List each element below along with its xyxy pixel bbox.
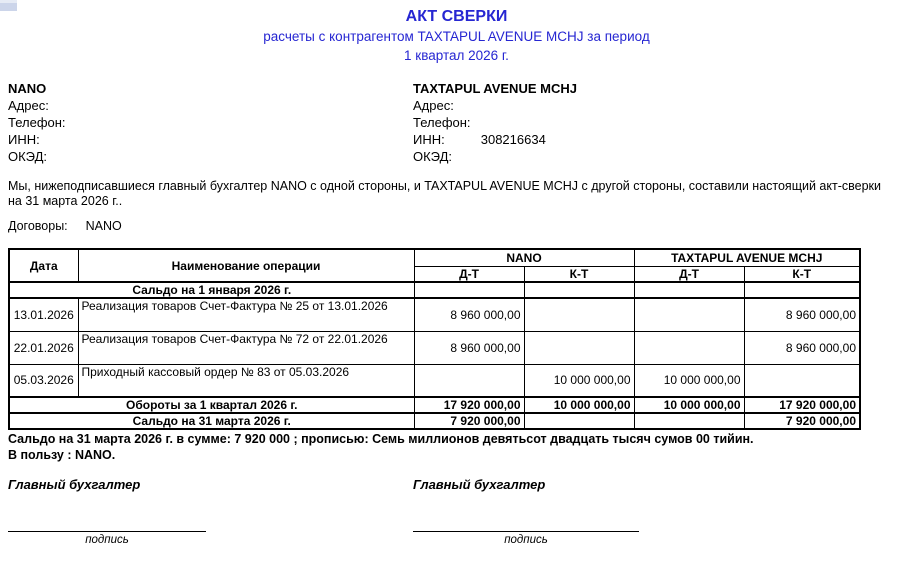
col-header-cp-dt: Д-Т: [634, 266, 744, 282]
turnover-cp-dt: 10 000 000,00: [634, 397, 744, 413]
col-header-nano-kt: К-Т: [524, 266, 634, 282]
row-date: 22.01.2026: [9, 331, 78, 364]
table-row: [9, 331, 860, 364]
party-right-phone-label: Телефон:: [413, 115, 471, 130]
row-nano-kt: [524, 298, 634, 331]
row-operation: Реализация товаров Счет-Фактура № 25 от 13.01.2026: [78, 298, 414, 331]
party-right-inn-label: ИНН:: [413, 132, 445, 147]
document-title: АКТ СВЕРКИ: [405, 8, 508, 25]
signature-title-left: Главный бухгалтер: [8, 477, 141, 492]
summary-in-favor-line: В пользу : NANO.: [8, 448, 116, 462]
row-date: 05.03.2026: [9, 364, 78, 397]
signature-caption-right: подпись: [504, 534, 548, 546]
row-cp-dt: [634, 331, 744, 364]
signature-line-right: [413, 531, 639, 546]
summary-amount-line: Сальдо на 31 марта 2026 г. в сумме: 7 920 000 ; прописью: Семь миллионов девятьсот двадцать тысяч сумов 00 тийин.: [8, 432, 754, 446]
table-row: [9, 298, 860, 331]
col-header-nano-dt: Д-Т: [414, 266, 524, 282]
party-right-oked-label: ОКЭД:: [413, 149, 453, 164]
col-header-date: Дата: [9, 249, 78, 282]
closing-balance-cp-dt: [634, 413, 744, 429]
closing-balance-label: Сальдо на 31 марта 2026 г.: [9, 413, 414, 429]
party-block-left: [8, 80, 76, 165]
party-left-address-label: Адрес:: [8, 98, 49, 113]
row-nano-dt: [414, 364, 524, 397]
closing-balance-cp-kt: 7 920 000,00: [744, 413, 860, 429]
party-right-name: TAXTAPUL AVENUE MCHJ: [413, 81, 577, 96]
party-block-right: [413, 80, 577, 165]
col-header-cp-kt: К-Т: [744, 266, 860, 282]
col-group-counterparty: TAXTAPUL AVENUE MCHJ: [634, 249, 860, 266]
document-header: [0, 7, 913, 65]
contracts-line: [8, 219, 122, 233]
party-right-address-label: Адрес:: [413, 98, 454, 113]
party-right-inn-row: [413, 131, 577, 148]
intro-paragraph: Мы, нижеподписавшиеся главный бухгалтер NANO с одной стороны, и TAXTAPUL AVENUE MCHJ с другой стороны, составили настоящий акт-сверки на 31 марта 2026 г..: [8, 179, 881, 208]
closing-balance-nano-kt: [524, 413, 634, 429]
opening-balance-nano-kt: [524, 282, 634, 298]
row-nano-kt: [524, 331, 634, 364]
row-nano-dt: 8 960 000,00: [414, 331, 524, 364]
document-subtitle-period: 1 квартал 2026 г.: [404, 48, 509, 63]
opening-balance-cp-dt: [634, 282, 744, 298]
closing-balance-nano-dt: 7 920 000,00: [414, 413, 524, 429]
party-left-inn-label: ИНН:: [8, 132, 40, 147]
turnover-cp-kt: 17 920 000,00: [744, 397, 860, 413]
row-cp-dt: [634, 298, 744, 331]
row-cp-kt: 8 960 000,00: [744, 331, 860, 364]
turnover-nano-kt: 10 000 000,00: [524, 397, 634, 413]
opening-balance-label: Сальдо на 1 января 2026 г.: [9, 282, 414, 298]
summary-block: [8, 431, 896, 463]
opening-balance-nano-dt: [414, 282, 524, 298]
party-left-oked-label: ОКЭД:: [8, 149, 48, 164]
turnover-row: [9, 397, 860, 413]
opening-balance-cp-kt: [744, 282, 860, 298]
party-left-name: NANO: [8, 81, 47, 96]
row-cp-dt: 10 000 000,00: [634, 364, 744, 397]
closing-balance-row: [9, 413, 860, 429]
turnover-nano-dt: 17 920 000,00: [414, 397, 524, 413]
signature-title-right: Главный бухгалтер: [413, 477, 546, 492]
table-row: [9, 364, 860, 397]
row-nano-dt: 8 960 000,00: [414, 298, 524, 331]
row-operation: Реализация товаров Счет-Фактура № 72 от 22.01.2026: [78, 331, 414, 364]
contracts-label: Договоры:: [8, 219, 68, 233]
signature-caption-left: подпись: [85, 534, 129, 546]
opening-balance-row: [9, 282, 860, 298]
row-cp-kt: 8 960 000,00: [744, 298, 860, 331]
party-left-inn-row: [8, 131, 76, 148]
row-cp-kt: [744, 364, 860, 397]
col-group-nano: NANO: [414, 249, 634, 266]
contracts-value: NANO: [85, 219, 122, 233]
row-date: 13.01.2026: [9, 298, 78, 331]
turnover-label: Обороты за 1 квартал 2026 г.: [9, 397, 414, 413]
document-subtitle-counterparty: расчеты с контрагентом TAXTAPUL AVENUE MCHJ за период: [263, 29, 650, 44]
signature-line-left: [8, 531, 206, 546]
party-left-phone-label: Телефон:: [8, 115, 66, 130]
reconciliation-table: [8, 248, 861, 430]
row-operation: Приходный кассовый ордер № 83 от 05.03.2026: [78, 364, 414, 397]
col-header-operation: Наименование операции: [78, 249, 414, 282]
row-nano-kt: 10 000 000,00: [524, 364, 634, 397]
party-right-inn-value: 308216634: [480, 132, 546, 147]
